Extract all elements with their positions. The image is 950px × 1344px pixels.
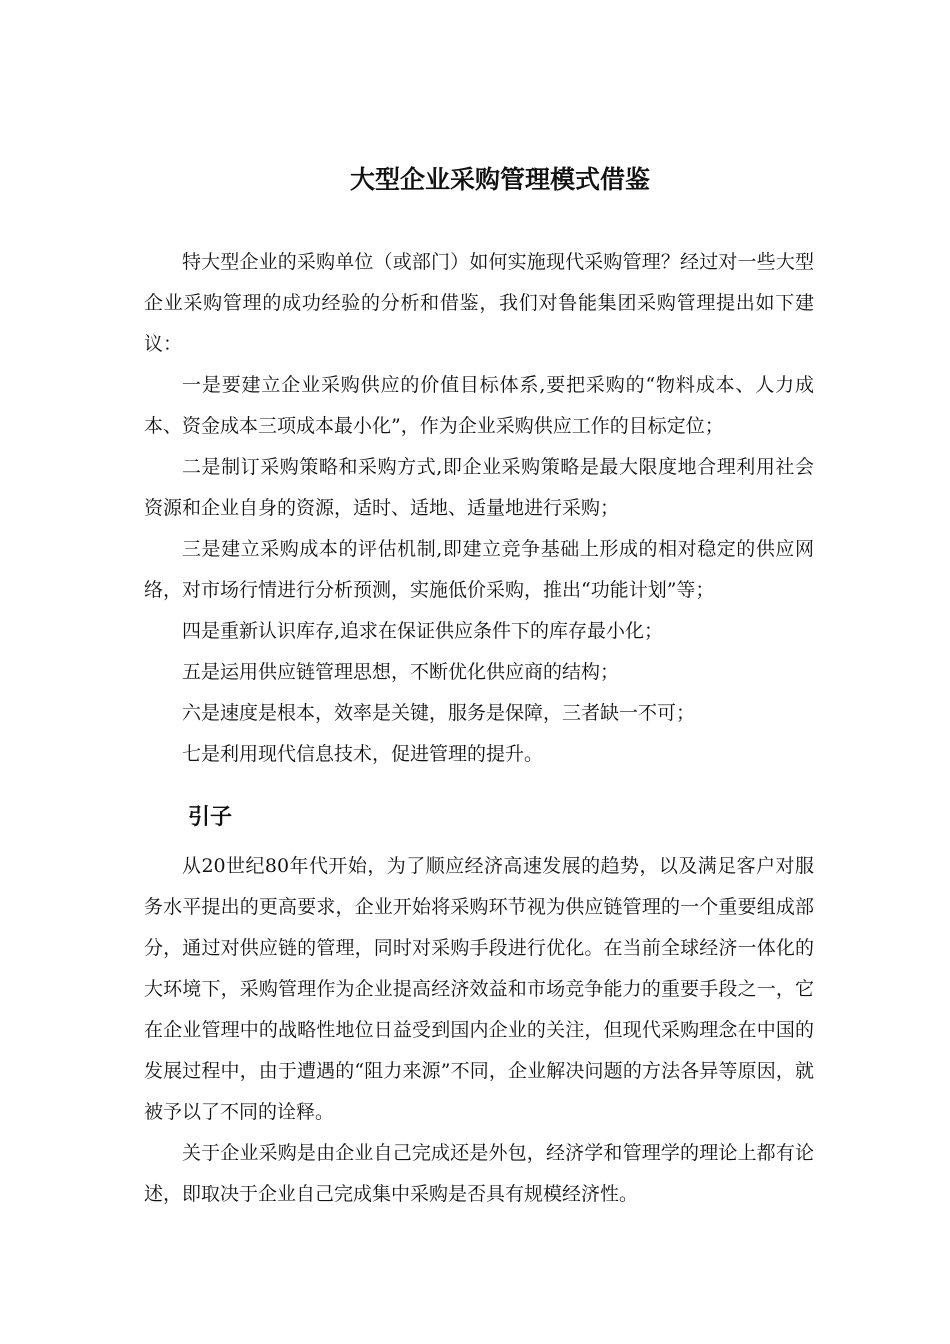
introduction-section: [144, 846, 814, 1215]
recommendation-6: 六是速度是根本，效率是关键，服务是保障，三者缺一不可；: [182, 702, 696, 724]
section-heading-introduction: 引子: [188, 805, 233, 830]
recommendation-5: 五是运用供应链管理思想，不断优化供应商的结构；: [182, 661, 620, 683]
recommendation-3: 三是建立采购成本的评估机制,即建立竞争基础上形成的相对稳定的供应网络，对市场行情进行分析预测，实施低价采购，推出“功能计划”等；: [144, 538, 814, 601]
recommendation-4: 四是重新认识库存,追求在保证供应条件下的库存最小化；: [182, 620, 664, 642]
introduction-paragraph-2: 关于企业采购是由企业自己完成还是外包，经济学和管理学的理论上都有论述，即取决于企业自己完成集中采购是否具有规模经济性。: [144, 1142, 814, 1205]
recommendation-1: 一是要建立企业采购供应的价值目标体系,要把采购的“物料成本、人力成本、资金成本三项成本最小化”，作为企业采购供应工作的目标定位；: [144, 374, 814, 437]
recommendation-7: 七是利用现代信息技术，促进管理的提升。: [182, 743, 544, 765]
recommendations-section: [144, 242, 814, 775]
recommendation-2: 二是制订采购策略和采购方式,即企业采购策略是最大限度地合理利用社会资源和企业自身的资源，适时、适地、适量地进行采购；: [144, 456, 814, 519]
document-title: 大型企业采购管理模式借鉴: [349, 165, 650, 194]
introduction-paragraph-1: 从20世纪80年代开始，为了顺应经济高速发展的趋势，以及满足客户对服务水平提出的更高要求，企业开始将采购环节视为供应链管理的一个重要组成部分，通过对供应链的管理，同时对采购手段进行优化。在当前全球经济一体化的大环境下，采购管理作为企业提高经济效益和市场竞争能力的重要手段之一，它在企业管理中的战略性地位日益受到国内企业的关注，但现代采购理念在中国的发展过程中，由于遭遇的“阻力来源”不同，企业解决问题的方法各异等原因，就被予以了不同的诠释。: [144, 855, 814, 1123]
intro-paragraph: 特大型企业的采购单位（或部门）如何实施现代采购管理？经过对一些大型企业采购管理的成功经验的分析和借鉴，我们对鲁能集团采购管理提出如下建议：: [144, 251, 814, 355]
